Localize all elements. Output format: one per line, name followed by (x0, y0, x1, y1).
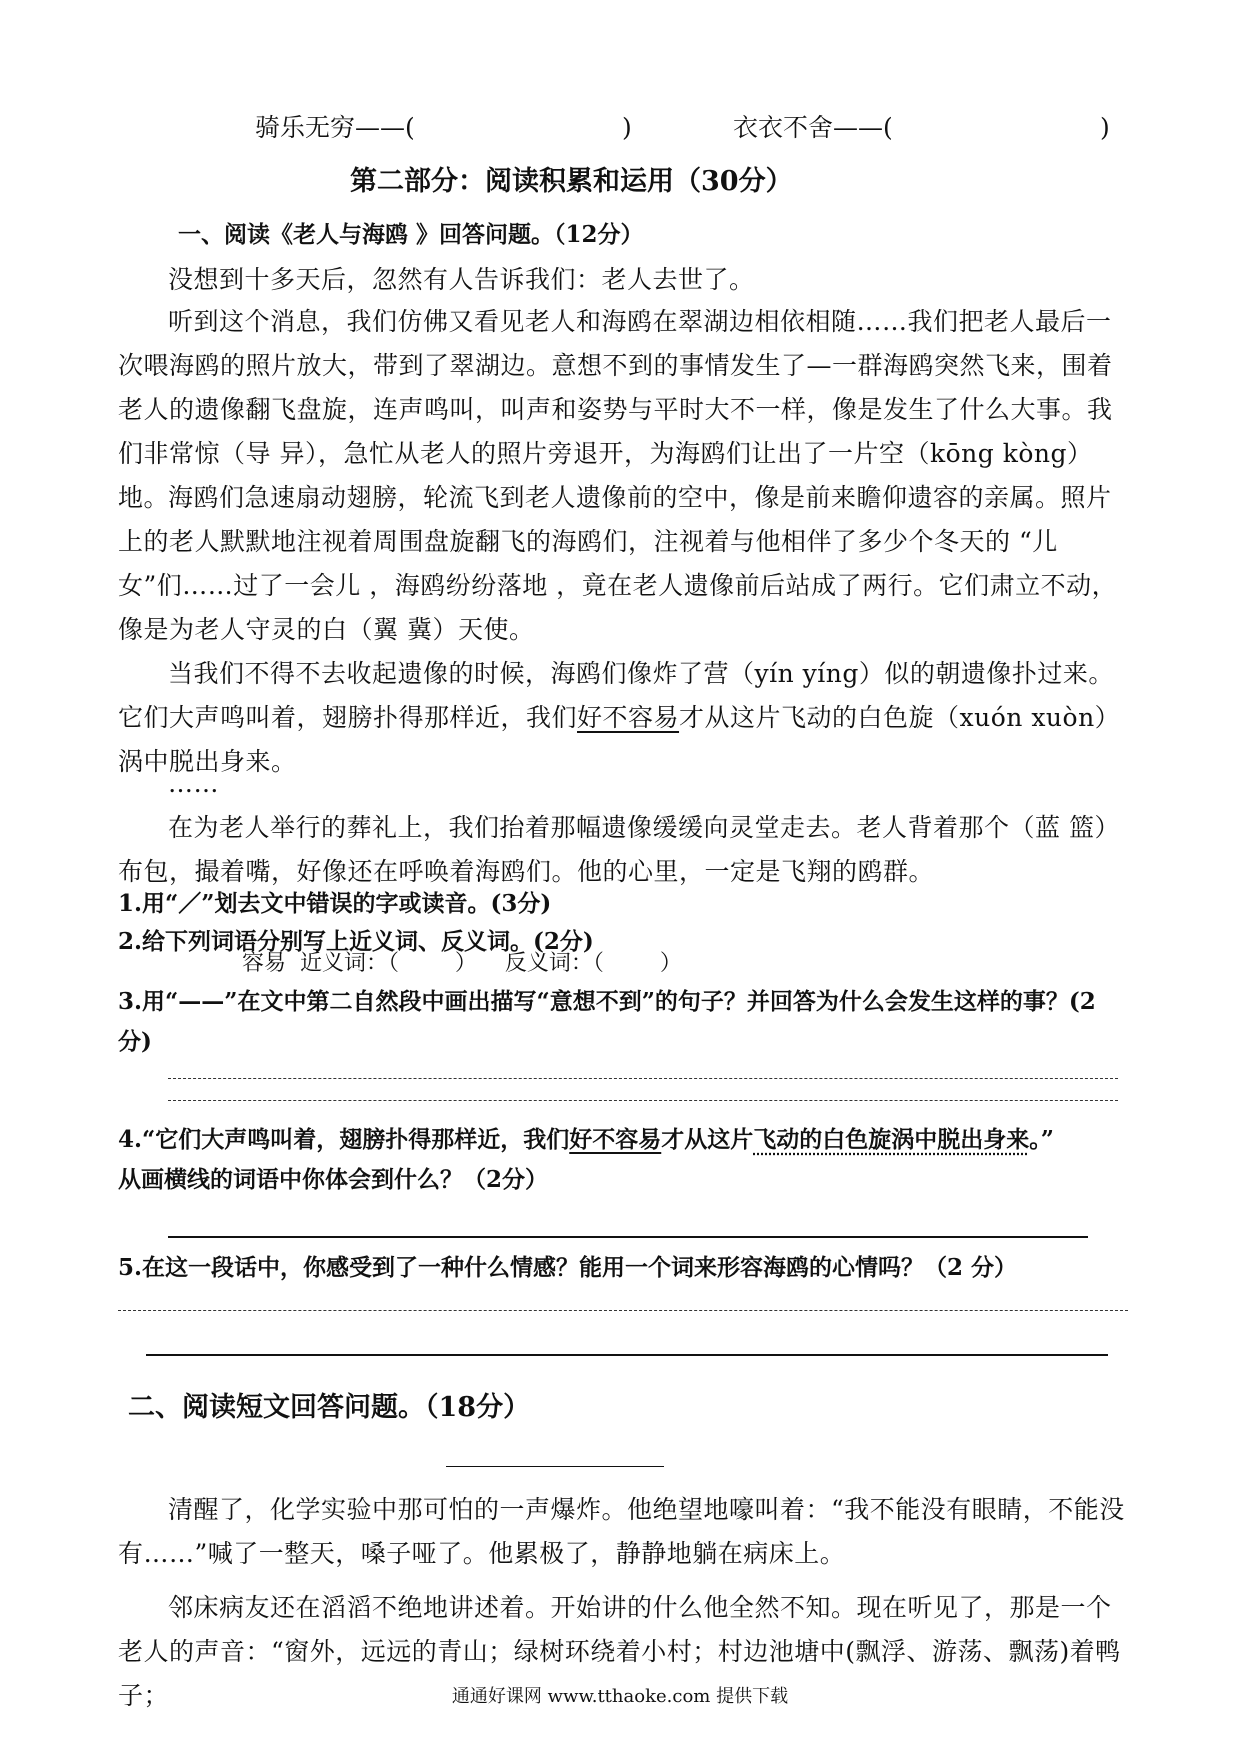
question-5: 5.在这一段话中，你感受到了一种什么情感？能用一个词来形容海鸥的心情吗？（2 分） (118, 1254, 1018, 1281)
idiom-1-close: ) (622, 113, 632, 142)
answer-line-4 (168, 1236, 1088, 1238)
idiom-2-text: 衣衣不舍——( (733, 113, 893, 142)
answer-line-5a (118, 1310, 1128, 1311)
title-blank-line (446, 1466, 664, 1467)
reading1-paragraph-4-text: 当我们不得不去收起遗像的时候，海鸥们像炸了营（yín yíng）似的朝遗像扑过来。它们大声鸣叫着，翅膀扑得那样近，我们 (118, 659, 1114, 732)
idiom-2 (733, 106, 893, 150)
reading1-paragraph-3: 海鸥们急速扇动翅膀，轮流飞到老人遗像前的空中，像是前来瞻仰遗容的亲属。照片上的老人默默地注视着周围盘旋翻飞的海鸥们，注视着与他相伴了多少个冬天的 “儿女”们……过了一会儿 ，海鸥纷纷落地 ，竟在老人遗像前后站成了两行。它们肃立不动，像是为老人守灵的白（翼 冀）天使。 (118, 483, 1118, 644)
reading1-paragraph-2: 听到这个消息，我们仿佛又看见老人和海鸥在翠湖边相依相随……我们把老人最后一次喂海鸥的照片放大，带到了翠湖边。意想不到的事情发生了—一群海鸥突然飞来，围着老人的遗像翻飞盘旋，连声鸣叫，叫声和姿势与平时大不一样，像是发生了什么大事。我们非常惊（导 异），急忙从老人的照片旁退开，为海鸥们让出了一片空（kōng kòng）地。 (118, 307, 1113, 512)
reading1-paragraph-5: 在为老人举行的葬礼上，我们抬着那幅遗像缓缓向灵堂走去。老人背着那个（蓝 篮）布包，撮着嘴，好像还在呼唤着海鸥们。他的心里，一定是飞翔的鸥群。 (118, 813, 1120, 886)
reading2-heading: 二、阅读短文回答问题。（18分） (128, 1392, 531, 1423)
idiom-1-text: 骑乐无穷——( (255, 113, 415, 142)
idiom-2-close: ) (1100, 113, 1110, 142)
question-4 (118, 1120, 1128, 1200)
reading1-paragraph-4-rest: 才从这片飞动的白色旋（xuón xuòn）涡中脱出身来。 (118, 703, 1121, 776)
reading2-paragraph-2: 邻床病友还在滔滔不绝地讲述着。开始讲的什么他全然不知。现在听见了，那是一个老人的声音：“窗外，远远的青山；绿树环绕着小村；村边池塘中(飘浮、游荡、飘荡)着鸭子； (118, 1593, 1121, 1710)
idiom-1 (255, 106, 415, 150)
question-4-end: 。” (1029, 1126, 1054, 1153)
reading1-paragraph-1: 没想到十多天后，忽然有人告诉我们：老人去世了。 (168, 265, 755, 294)
reading1-ellipsis: …… (168, 769, 219, 798)
question-4-underlined: 好不容易 (569, 1126, 662, 1153)
question-4-prefix: 4.“它们大声鸣叫着，翅膀扑得那样近，我们 (118, 1126, 570, 1153)
question-1: 1.用“／”划去文中错误的字或读音。(3分) (118, 890, 552, 917)
question-2: 2.给下列词语分别写上近义词、反义词。(2分) (118, 928, 594, 955)
question-4-line2: 从画横线的词语中你体会到什么？（2分） (118, 1166, 549, 1193)
question-2-blanks: 容易 近义词：（ ） 反义词：（ ） (242, 951, 682, 976)
answer-line-3a (168, 1078, 1118, 1079)
answer-line-3b (168, 1100, 1118, 1101)
footer-credit: 通通好课网 www.tthaoke.com 提供下载 (451, 1686, 789, 1707)
question-4-dotted: 飞动的白色旋涡中脱出身来 (753, 1126, 1030, 1153)
reading2-paragraph-1: 清醒了，化学实验中那可怕的一声爆炸。他绝望地嚎叫着：“我不能没有眼睛，不能没有……”喊了一整天，嗓子哑了。他累极了，静静地躺在病床上。 (118, 1495, 1125, 1568)
underlined-phrase: 好不容易 (577, 703, 680, 732)
reading1-heading: 一、阅读《老人与海鸥 》回答问题。（12分） (178, 221, 644, 248)
answer-line-5b (146, 1354, 1108, 1356)
section-title: 第二部分：阅读积累和运用（30分） (350, 166, 793, 197)
question-4-middle: 才从这片 (661, 1126, 754, 1153)
question-3: 3.用“——”在文中第二自然段中画出描写“意想不到”的句子？并回答为什么会发生这样的事？(2分) (118, 988, 1096, 1055)
